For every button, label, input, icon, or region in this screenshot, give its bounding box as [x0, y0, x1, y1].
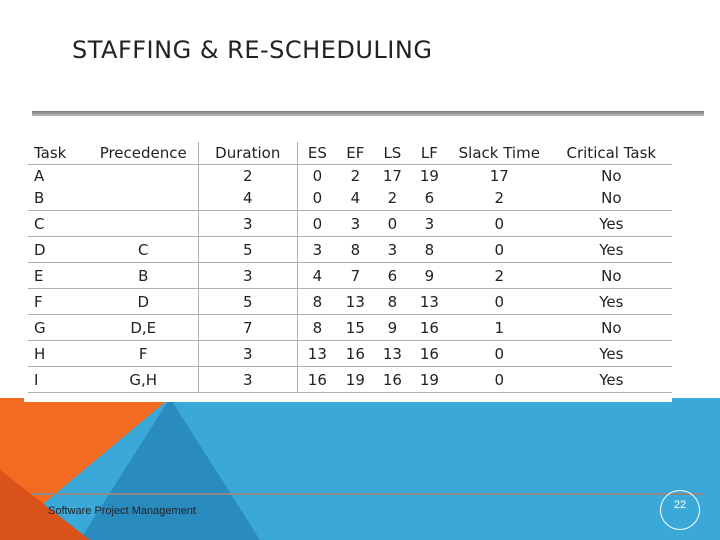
cell-task: F: [28, 289, 89, 315]
cell-critical-task: No: [551, 315, 672, 341]
cell-critical-task: Yes: [551, 211, 672, 237]
cell-task: E: [28, 263, 89, 289]
table-row: [28, 367, 672, 393]
cell-lf: 6: [424, 189, 435, 208]
header-slack-time: Slack Time: [448, 142, 551, 165]
cell-ls: 16: [374, 367, 411, 393]
cell-task: C: [28, 211, 89, 237]
cell-task: H: [28, 341, 89, 367]
header-lf: LF: [411, 142, 448, 165]
cell-task: B: [34, 189, 45, 208]
header-ef: EF: [337, 142, 374, 165]
cell-es: 8: [297, 315, 336, 341]
cell-lf: 19: [419, 166, 439, 185]
footer-divider: [32, 493, 704, 495]
cell-precedence: [89, 187, 198, 211]
cell-ls: 9: [374, 315, 411, 341]
cell-lf: 19: [411, 367, 448, 393]
cell-ls: 6: [374, 263, 411, 289]
cell-critical-task: Yes: [551, 341, 672, 367]
cell-slack-time: 0: [448, 289, 551, 315]
cell-critical-task: No: [551, 263, 672, 289]
schedule-table: [28, 142, 672, 393]
cell-slack-time: 2: [494, 189, 505, 208]
cell-ls: 8: [374, 289, 411, 315]
cell-ef: 8: [337, 237, 374, 263]
slide-title: STAFFING & RE-SCHEDULING: [72, 36, 433, 64]
cell-precedence: C: [89, 237, 198, 263]
cell-ls: 3: [374, 237, 411, 263]
cell-slack-time: 0: [448, 367, 551, 393]
cell-critical-task: Yes: [551, 237, 672, 263]
table-row: [28, 165, 672, 187]
cell-critical-task: No: [601, 189, 622, 208]
cell-precedence: [89, 211, 198, 237]
cell-task: D: [28, 237, 89, 263]
table-row: [28, 187, 672, 211]
cell-es: 3: [297, 237, 336, 263]
table-panel: [24, 138, 672, 402]
table-row: [28, 211, 672, 237]
cell-ef: 2: [350, 166, 361, 185]
cell-critical-task: No: [601, 166, 622, 185]
cell-es: 13: [297, 341, 336, 367]
cell-lf: 9: [411, 263, 448, 289]
header-duration: Duration: [198, 142, 297, 165]
title-divider: [32, 111, 704, 116]
table-row: [28, 289, 672, 315]
cell-lf: 3: [411, 211, 448, 237]
cell-ls: 0: [374, 211, 411, 237]
cell-ef: 13: [337, 289, 374, 315]
cell-duration: 3: [198, 341, 297, 367]
cell-slack-time: 0: [448, 237, 551, 263]
table-row: [28, 263, 672, 289]
table-header-row: [28, 142, 672, 165]
cell-precedence: D,E: [89, 315, 198, 341]
cell-duration: 3: [198, 263, 297, 289]
cell-es: 0: [297, 187, 336, 211]
cell-precedence: D: [89, 289, 198, 315]
cell-precedence: G,H: [89, 367, 198, 393]
cell-slack-time: 17: [489, 166, 509, 185]
cell-precedence: [89, 165, 198, 187]
cell-duration: 5: [198, 237, 297, 263]
cell-task: I: [28, 367, 89, 393]
cell-critical-task: Yes: [551, 289, 672, 315]
table-row: [28, 341, 672, 367]
footer-text: Software Project Management: [48, 505, 196, 517]
cell-es: 0: [297, 211, 336, 237]
cell-ef: 7: [337, 263, 374, 289]
header-ls: LS: [374, 142, 411, 165]
cell-slack-time: 1: [448, 315, 551, 341]
cell-critical-task: Yes: [551, 367, 672, 393]
cell-precedence: B: [89, 263, 198, 289]
cell-task: G: [28, 315, 89, 341]
cell-lf: 13: [411, 289, 448, 315]
cell-slack-time: 0: [448, 211, 551, 237]
cell-task: A: [34, 166, 45, 185]
cell-es: 16: [297, 367, 336, 393]
cell-duration: 4: [198, 187, 297, 211]
cell-ef: 15: [337, 315, 374, 341]
cell-ef: 4: [350, 189, 361, 208]
header-task: Task: [28, 142, 89, 165]
cell-precedence: F: [89, 341, 198, 367]
page-number: 22: [673, 499, 687, 511]
table-row: [28, 237, 672, 263]
cell-ef: 16: [337, 341, 374, 367]
cell-es: 0: [297, 165, 336, 187]
cell-ls: 2: [387, 189, 398, 208]
cell-ls: 13: [374, 341, 411, 367]
cell-ef: 19: [337, 367, 374, 393]
cell-duration: 3: [198, 211, 297, 237]
cell-ef: 3: [337, 211, 374, 237]
cell-es: 4: [297, 263, 336, 289]
cell-slack-time: 2: [448, 263, 551, 289]
cell-es: 8: [297, 289, 336, 315]
header-critical-task: Critical Task: [551, 142, 672, 165]
cell-duration: 2: [198, 165, 297, 187]
cell-lf: 8: [411, 237, 448, 263]
cell-lf: 16: [411, 315, 448, 341]
header-es: ES: [297, 142, 336, 165]
cell-slack-time: 0: [448, 341, 551, 367]
page-number-badge: [660, 490, 700, 530]
cell-duration: 7: [198, 315, 297, 341]
cell-ls: 17: [382, 166, 402, 185]
cell-lf: 16: [411, 341, 448, 367]
table-row: [28, 315, 672, 341]
cell-duration: 3: [198, 367, 297, 393]
header-precedence: Precedence: [89, 142, 198, 165]
cell-duration: 5: [198, 289, 297, 315]
